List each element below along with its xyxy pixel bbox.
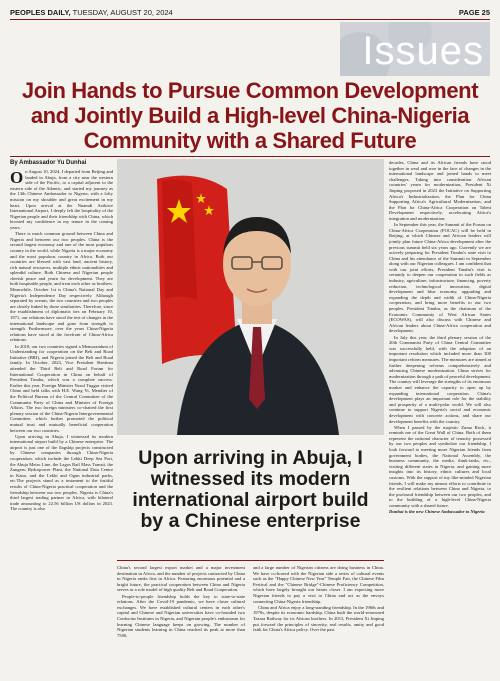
paragraph: In July this year, the third plenary session of the 20th Communist Party of China Central Committee was successfully held, with the adoption of an important resolution which included more than 300 important reform measures. The measures are aimed at further deepening reforms comprehensively and advancing Chinese modernization. China strives for modernization through a path of peaceful development. The country will leverage the strengths of its enormous market and enhance the capacity to open up by expanding international cooperation. China's development plays an important role for the stability and prosperity of a multi-polar world. We will also continue to support Nigeria's social and economic development with concrete actions, and share our development benefits with the country. bbox=[389, 334, 491, 424]
pull-quote bbox=[117, 440, 384, 555]
paragraph: People-to-people friendship holds the key to state-to-state relations. After the Covid-19 pandemic, we have closer cultural exchanges. We have established cultural centers in each other's capital and Chinese and Nigerian universities have co-founded two Confucius Institutes in Nigeria, and Nigerian people's enthusiasm for learning Chinese language keeps on growing. The number of Nigerian students learning in China reached its peak at more than 7500, bbox=[117, 593, 245, 638]
paragraph: In September this year, the Summit of the Forum on China-Africa Cooperation (FOCAC) will be held in Beijing, at which Chinese and African leaders will jointly plan future China-Africa development after the previous summit held six years ago. Currently we are actively preparing for President Tinubu's state visit to China and his attendance of the Summit in September along with our Nigerian colleagues. I am confident that with our joint efforts, President Tinubu's visit is certainly to deepen our cooperation in such fields as industry, agriculture, infrastructure, financing, poverty reduction, technological innovation, digital development and blue economy, upgrading and expanding the depth and width of China-Nigeria cooperation, and bring more benefits to our two peoples. President Tinubu, as the chairman of the Economic Community of West African States (ECOWAS), will also discuss with Chinese and African leaders about China-Africa cooperation and development. bbox=[389, 222, 491, 334]
ambassador-portrait-icon bbox=[117, 159, 384, 435]
author-signature: Dunhai is the new Chinese Ambassador to Nigeria bbox=[389, 509, 485, 515]
article-column-2 bbox=[117, 565, 245, 675]
paragraph: China's second largest export market and a major investment destination in Africa, and the number of projects contracted by China in Nigeria ranks first in Africa. Featuring enormous potential and a bright future, the practical cooperation between China and Nigeria serves as a role model of high quality Belt and Road Cooperation. bbox=[117, 565, 245, 593]
ambassador-photo bbox=[117, 159, 384, 435]
paragraph: China and Africa enjoy a long-standing friendship. In the 1960s and 1970s, despite its economic hardship, China built the world-renowned Tazara Railway for its African brothers. In 2013, President Xi Jinping put forward the principles of sincerity, real results, amity and good faith for China's Africa policy. Over the past bbox=[253, 604, 384, 633]
section-label: Issues bbox=[362, 29, 484, 73]
paragraph: Upon arriving in Abuja, I witnessed its modern international airport build by a Chinese enterprise. The airport is just one of the flagship projects constructed by Chinese companies through China-Nigeria cooperation, which include the Lekki Deep Sea Port, the Abuja Metro Line, the Lagos Rail Mass Transit, the Zungeru Hydropower Plant, the National Data Centre in Kano, and the Lekki and Ogun industrial parks, etc.The projects stand as a testament to the fruitful results of China-Nigeria practical cooperation and the friendship between our two peoples. Nigeria is China's third largest trading partner in Africa, with bilateral trade amounting to 22.56 billion US dollars in 2023. The country is also bbox=[10, 433, 113, 512]
masthead bbox=[10, 6, 490, 18]
article-headline bbox=[10, 78, 490, 153]
masthead-left bbox=[10, 8, 173, 17]
pull-quote-text: Upon arriving in Abuja, I witnessed its modern international airport build by a Chinese enterprise bbox=[132, 447, 369, 532]
paragraph: On August 10, 2024, I departed from Beijing and landed in Abuja, from a city near the western side of the Pacific, to a capital adjacent to the eastern side of the Atlantic, and started my journey as the 13th Chinese Ambassador to Nigeria, with a lofty mission on my shoulder and great excitement in my heart. Upon arrival at the Nnamdi Azikiwe International Airport, I deeply felt the hospitality of the Nigerian people and their friendship with China, which boosted my confidence in my tenure in the coming years. bbox=[10, 169, 113, 230]
drop-cap: O bbox=[10, 169, 24, 187]
paragraph: There is much common ground between China and Nigeria and between our two peoples. China is the second largest economy and one of the most populous country in the world, while Nigeria is a major economy and the most populous country in Africa. Both our countries are blessed with vast land, ancient history, rich natural resources, multiple ethnic nationalities and splendid culture. Both Chinese and Nigerian people cherish peace and yearn for development. They are both hospitable people, and treat each other as brothers. Meanwhile, October 1st is China's National Day and Nigeria's Independence Day respectively. Although separated by oceans, the two countries and two peoples are closely linked by those similarities. Therefore, since the establishment of diplomatic ties on February 10, 1971, our relations have stood the test of changes in the international landscape and gone from strength to strength. Furthermore, over the years China-Nigeria relations have stood at the forefront of China-Africa relations. bbox=[10, 231, 113, 343]
article-column-4 bbox=[389, 160, 491, 675]
paragraph: When I passed by the majestic Zuma Rock, it reminds me of the Great Wall of China. Both of them represent the national character of tenacity possessed by our two peoples and symbolize our friendship. I look forward to meeting more Nigerian friends from government bodies, the National Assembly, the business community, the media, think-tanks, etc., visiting different states in Nigeria, and gaining more insights into its history, ethnic cultures and local customs. With the support of my like-minded Nigerian friends, I will make my utmost efforts to contribute to the resilient relations between China and Nigeria, to the profound friendship between our two peoples, and to the building of a high-level China-Nigeria community with a shared future. bbox=[389, 424, 491, 508]
pull-quote-rule bbox=[117, 560, 384, 561]
paragraph: decades, China and its African friends have stood together in weal and woe in the face of changes in the international landscape and joined hands to meet challenges. Taking into consideration African countries' yearn for modernization, President Xi Jinping proposed in 2023 the Initiative on Supporting Africa's Industrialization, the Plan for China Supporting Africa's Agricultural Modernization, and the Plan for China-Africa Cooperation on Talent Development respectively, accelerating Africa's integration and modernization. bbox=[389, 160, 491, 221]
article-column-3 bbox=[253, 565, 384, 675]
top-rule bbox=[10, 19, 490, 20]
paragraph: In 2018, our two countries signed a Memorandum of Understanding for cooperation on the Belt and Road Initiative (BRI), and Nigeria joined the Belt and Road family. In October, 2023, Vice President Shettima attended the Third Belt and Road Forum for International Cooperation in China on behalf of President Tinubu, which was a complete success. Earlier this year, Foreign Minister Yusuf Tuggar visited China and held talks with H.E. Wang Yi, Member of the Political Bureau of the Central Committee of the Communist Party of China and Minister of Foreign Affairs. The two foreign ministers co-chaired the first plenary session of the China-Nigeria Intergovernmental Committee, which further promoted the political mutual trust and mutually beneficial cooperation between our two countries. bbox=[10, 343, 113, 433]
byline: By Ambassador Yu Dunhai bbox=[10, 160, 87, 166]
article-column-1 bbox=[10, 169, 113, 674]
page-number: PAGE 25 bbox=[458, 7, 490, 17]
headline-line-3: Community with a Shared Future bbox=[83, 128, 417, 153]
section-banner bbox=[340, 22, 490, 76]
headline-line-2: and Jointly Build a High-level China-Nigeria bbox=[30, 103, 470, 128]
headline-rule bbox=[10, 156, 490, 157]
issue-date: TUESDAY, AUGUST 20, 2024 bbox=[72, 7, 173, 17]
headline-line-1: Join Hands to Pursue Common Development bbox=[21, 78, 479, 103]
paragraph: and a large number of Nigerian citizens are doing business in China. We have co-hosted with the Nigerian side a series of cultural events such as the "Happy Chinese New Year" Temple Fair, the Chinese Film Festival and the "Chinese Bridge"-Chinese Proficiency Competition, which have largely brought our hearts closer. I am expecting more Nigerian friends to pay a visit to China and act as the envoys connecting China-Nigeria friendship. bbox=[253, 565, 384, 604]
publication-name: PEOPLES DAILY, bbox=[10, 7, 71, 17]
